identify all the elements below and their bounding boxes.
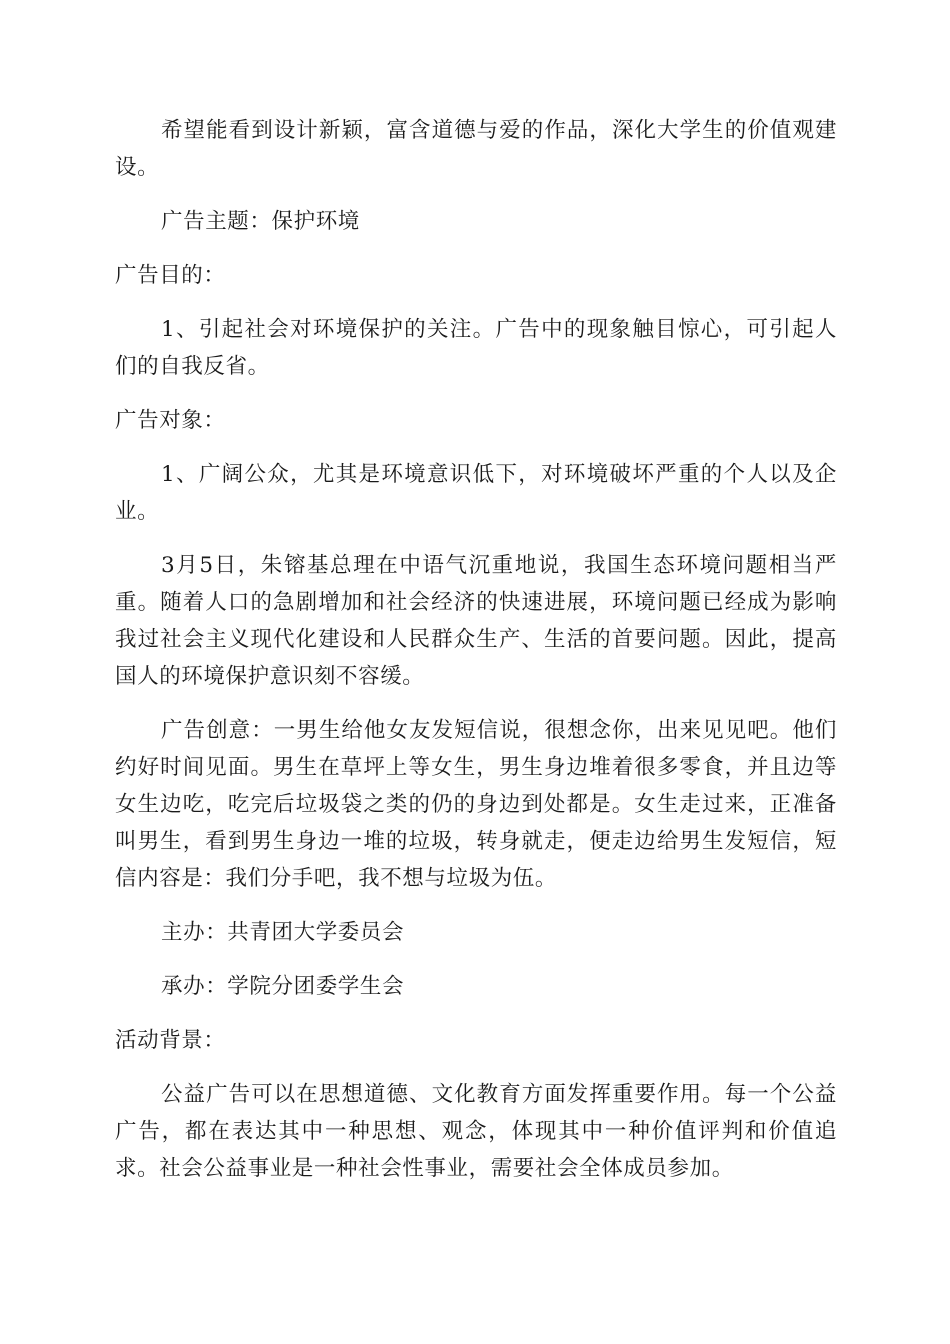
heading-ad-audience: 广告对象： [115,408,226,433]
document-page [115,112,837,1204]
paragraph-ad-purpose-item: 1、引起社会对环境保护的关注。广告中的现象触目惊心，可引起人们的自我反省。 [115,317,837,379]
paragraph-ad-audience-item: 1、广阔公众，尤其是环境意识低下，对环境破坏严重的个人以及企业。 [115,462,837,524]
heading-ad-purpose: 广告目的： [115,263,226,288]
paragraph-ad-creative: 广告创意：一男生给他女友发短信说，很想念你，出来见见吧。他们约好时间见面。男生在草坪上等女生，男生身边堆着很多零食，并且边等女生边吃，吃完后垃圾袋之类的仍的身边到处都是。女生走过来，正准备叫男生，看到男生身边一堆的垃圾，转身就走，便走边给男生发短信，短信内容是：我们分手吧，我不想与垃圾为伍。 [115,718,837,891]
paragraph-background-news: 3月5日，朱镕基总理在中语气沉重地说，我国生态环境问题相当严重。随着人口的急剧增加和社会经济的快速进展，环境问题已经成为影响我过社会主义现代化建设和人民群众生产、生活的首要问题。因此，提高国人的环境保护意识刻不容缓。 [115,553,837,689]
paragraph-activity-background: 公益广告可以在思想道德、文化教育方面发挥重要作用。每一个公益广告，都在表达其中一种思想、观念，体现其中一种价值评判和价值追求。社会公益事业是一种社会性事业，需要社会全体成员参加。 [115,1082,837,1181]
paragraph-organizer: 主办：共青团大学委员会 [161,920,405,945]
heading-activity-background: 活动背景： [115,1028,226,1053]
paragraph-ad-theme: 广告主题：保护环境 [161,209,360,234]
paragraph-co-organizer: 承办：学院分团委学生会 [161,974,405,999]
paragraph-expectation: 希望能看到设计新颖，富含道德与爱的作品，深化大学生的价值观建设。 [115,118,837,180]
